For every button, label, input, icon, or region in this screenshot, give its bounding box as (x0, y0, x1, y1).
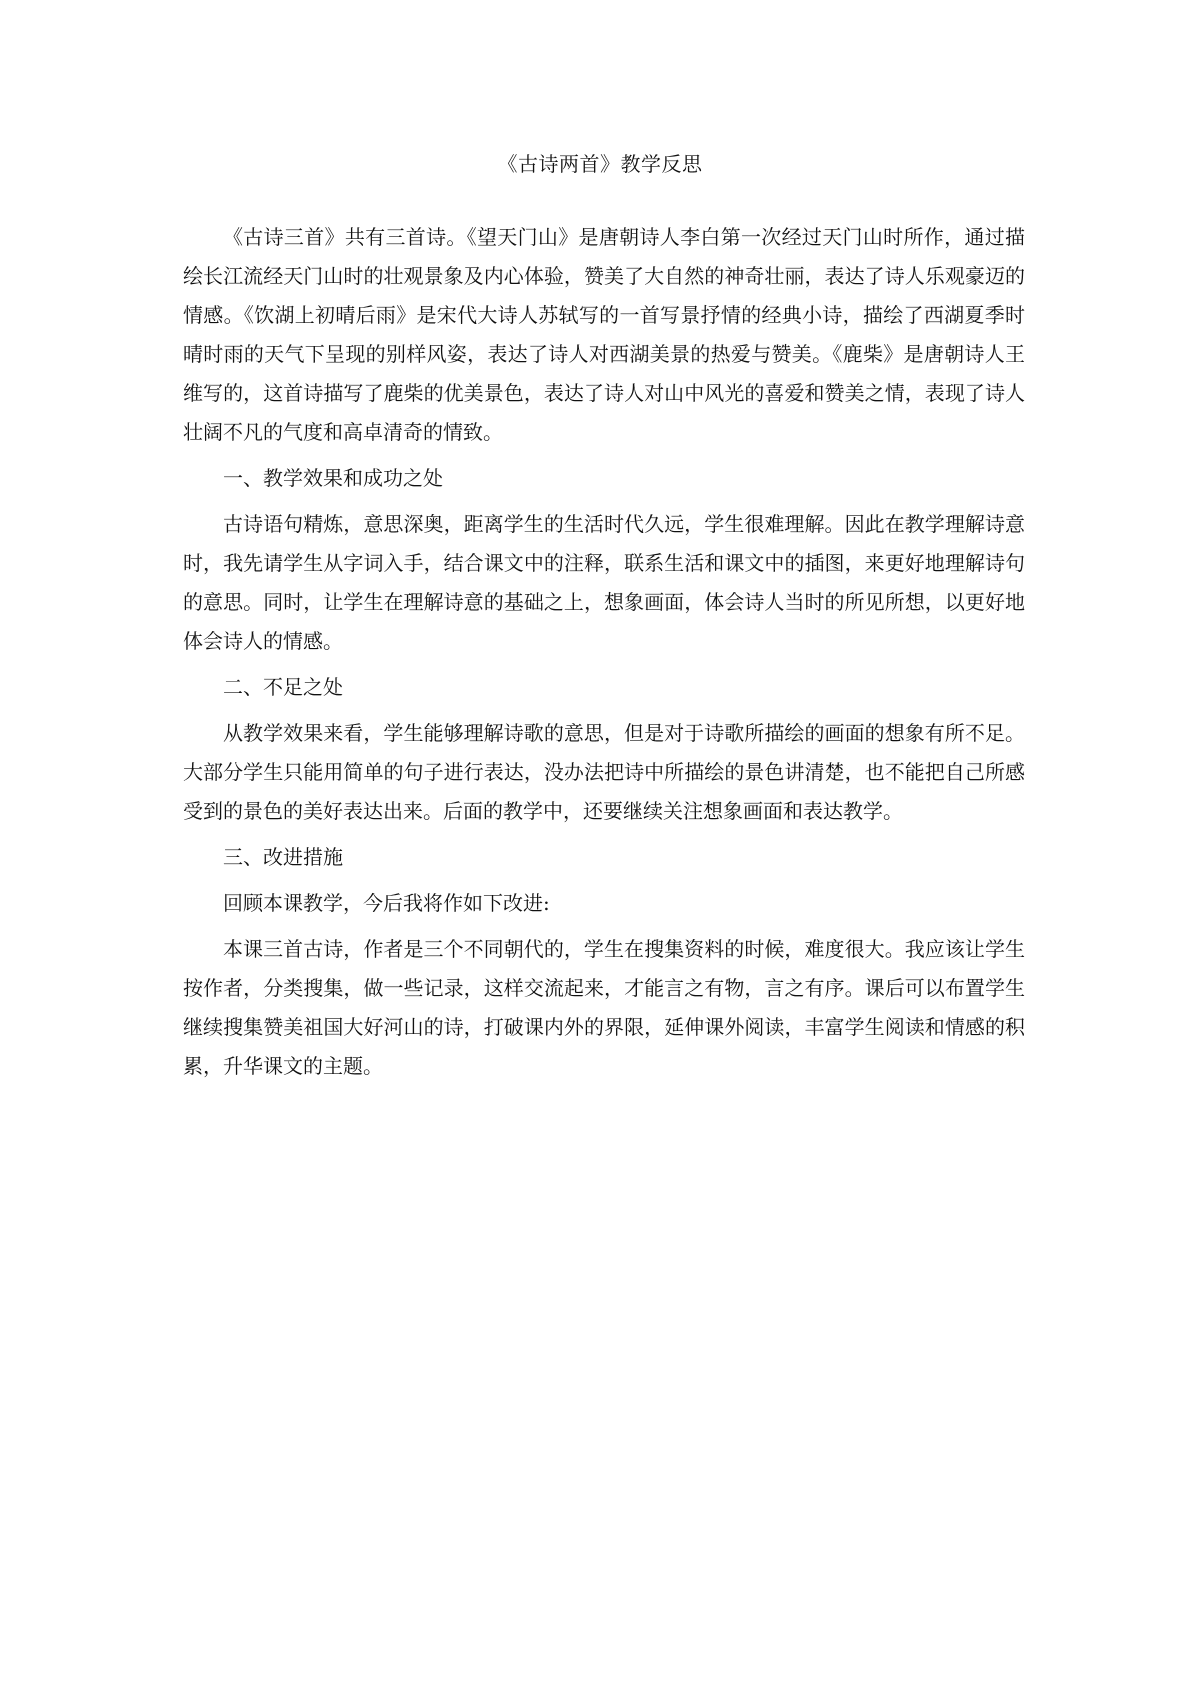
paragraph-intro: 《古诗三首》共有三首诗。《望天门山》是唐朝诗人李白第一次经过天门山时所作，通过描绘长江流经天门山时的壮观景象及内心体验，赞美了大自然的神奇壮丽，表达了诗人乐观豪迈的情感。《饮湖上初晴后雨》是宋代大诗人苏轼写的一首写景抒情的经典小诗，描绘了西湖夏季时晴时雨的天气下呈现的别样风姿，表达了诗人对西湖美景的热爱与赞美。《鹿柴》是唐朝诗人王维写的，这首诗描写了鹿柴的优美景色，表达了诗人对山中风光的喜爱和赞美之情，表现了诗人壮阔不凡的气度和高卓清奇的情致。 (183, 225, 1025, 444)
heading-effects: 一、教学效果和成功之处 (223, 466, 443, 490)
paragraph-shortcomings: 从教学效果来看，学生能够理解诗歌的意思，但是对于诗歌所描绘的画面的想象有所不足。大部分学生只能用简单的句子进行表达，没办法把诗中所描绘的景色讲清楚，也不能把自己所感受到的景色的美好表达出来。后面的教学中，还要继续关注想象画面和表达教学。 (183, 721, 1025, 823)
heading-improvements: 三、改进措施 (223, 845, 343, 869)
paragraph-effects: 古诗语句精炼，意思深奥，距离学生的生活时代久远，学生很难理解。因此在教学理解诗意时，我先请学生从字词入手，结合课文中的注释，联系生活和课文中的插图，来更好地理解诗句的意思。同时，让学生在理解诗意的基础之上，想象画面，体会诗人当时的所见所想，以更好地体会诗人的情感。 (183, 512, 1025, 653)
heading-shortcomings: 二、不足之处 (223, 675, 343, 699)
document-body (183, 218, 1025, 1093)
document-title: 《古诗两首》教学反思 (497, 152, 703, 176)
paragraph-improvements: 本课三首古诗，作者是三个不同朝代的，学生在搜集资料的时候，难度很大。我应该让学生按作者，分类搜集，做一些记录，这样交流起来，才能言之有物，言之有序。课后可以布置学生继续搜集赞美祖国大好河山的诗，打破课内外的界限，延伸课外阅读，丰富学生阅读和情感的积累，升华课文的主题。 (183, 937, 1025, 1078)
paragraph-improvements-intro: 回顾本课教学，今后我将作如下改进: (223, 891, 550, 915)
